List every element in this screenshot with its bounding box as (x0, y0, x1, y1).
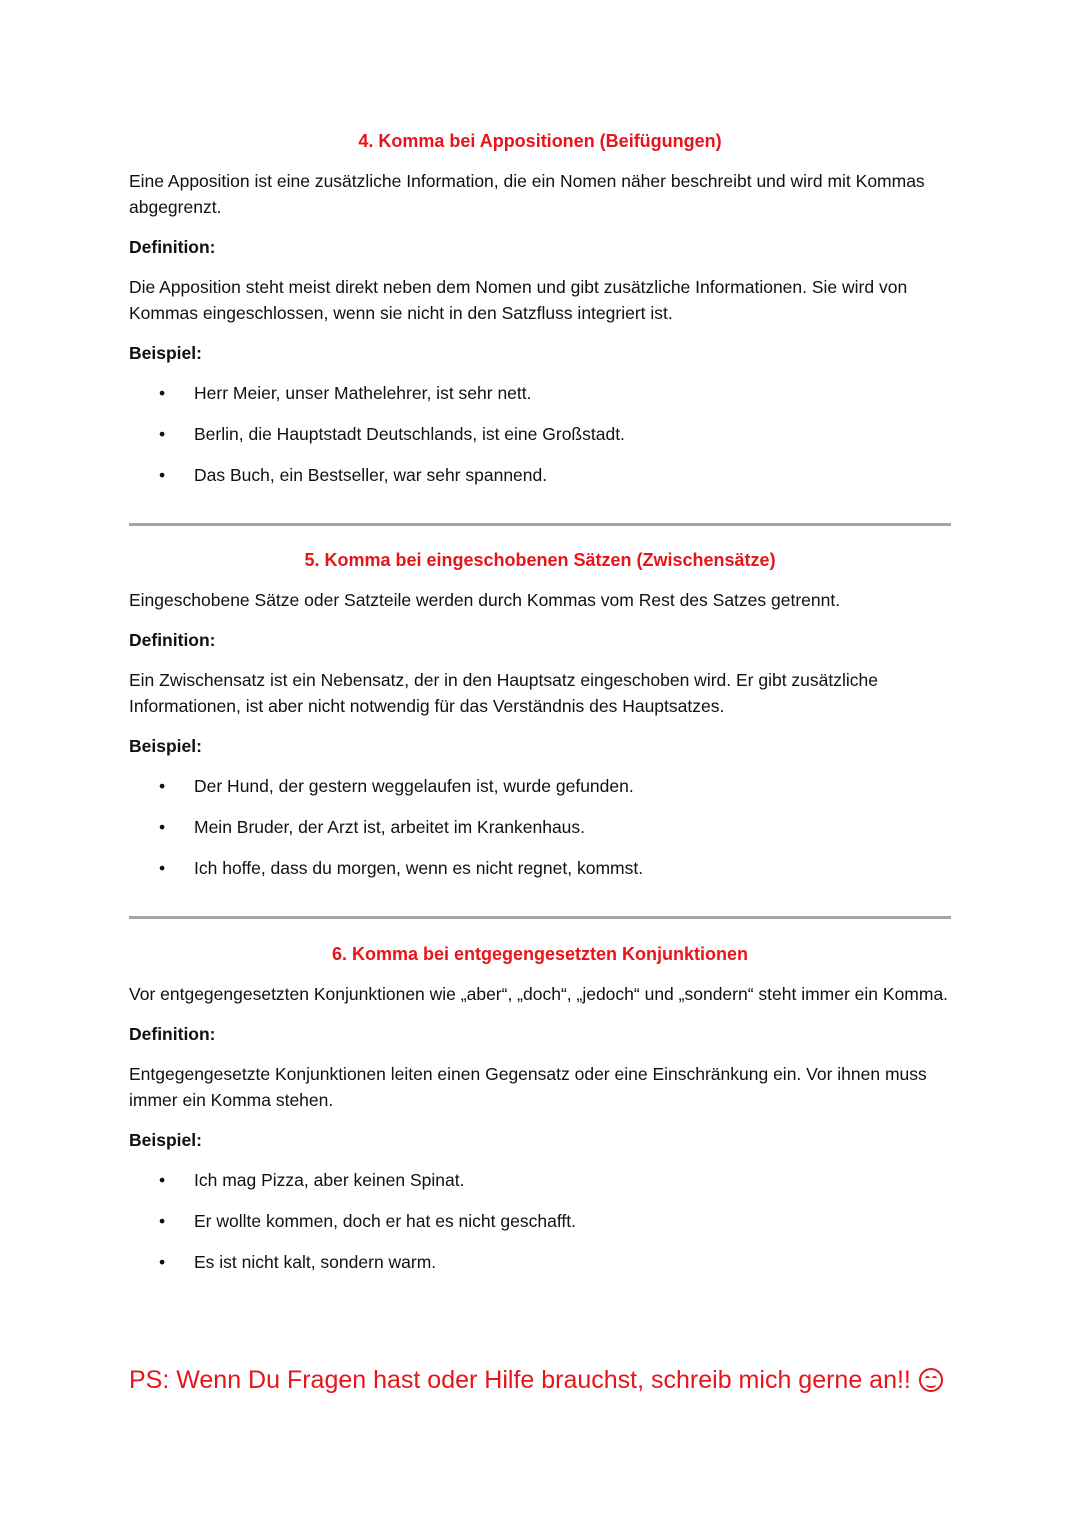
example-text: Ich hoffe, dass du morgen, wenn es nicht regnet, kommst. (194, 858, 644, 878)
bullet-icon: • (159, 383, 166, 403)
list-item (129, 773, 951, 799)
section-heading: 4. Komma bei Appositionen (Beifügungen) (358, 131, 722, 151)
list-item (129, 462, 951, 488)
bullet-icon: • (159, 465, 166, 485)
list-item (129, 380, 951, 406)
divider (129, 523, 951, 526)
section-intro: Eingeschobene Sätze oder Satzteile werden durch Kommas vom Rest des Satzes getrennt. (129, 590, 841, 610)
ps-note (129, 1363, 943, 1397)
bullet-icon: • (159, 1170, 166, 1190)
list-item (129, 1167, 951, 1193)
definition-label: Definition: (129, 1024, 216, 1044)
example-text: Das Buch, ein Bestseller, war sehr spannend. (194, 465, 548, 485)
definition-text: Ein Zwischensatz ist ein Nebensatz, der in den Hauptsatz eingeschoben wird. Er gibt zusätzliche Informationen, ist aber nicht notwendig für das Verständnis des Hauptsatzes. (129, 670, 879, 716)
example-list (129, 380, 951, 488)
list-item (129, 855, 951, 881)
bullet-icon: • (159, 817, 166, 837)
example-text: Ich mag Pizza, aber keinen Spinat. (194, 1170, 465, 1190)
example-list (129, 773, 951, 881)
definition-label: Definition: (129, 237, 216, 257)
example-label: Beispiel: (129, 343, 202, 363)
example-label: Beispiel: (129, 1130, 202, 1150)
section-heading: 6. Komma bei entgegengesetzten Konjunktionen (331, 944, 749, 964)
example-label: Beispiel: (129, 736, 202, 756)
list-item (129, 814, 951, 840)
section-konjunktionen (129, 941, 951, 1290)
section-zwischensaetze (129, 547, 951, 896)
example-text: Herr Meier, unser Mathelehrer, ist sehr nett. (194, 383, 532, 403)
definition-text: Entgegengesetzte Konjunktionen leiten einen Gegensatz oder eine Einschränkung ein. Vor ihnen muss immer ein Komma stehen. (129, 1064, 927, 1110)
example-text: Der Hund, der gestern weggelaufen ist, wurde gefunden. (194, 776, 634, 796)
bullet-icon: • (159, 1211, 166, 1231)
definition-label: Definition: (129, 630, 216, 650)
list-item (129, 1249, 951, 1275)
section-intro: Eine Apposition ist eine zusätzliche Information, die ein Nomen näher beschreibt und wird mit Kommas abgegrenzt. (129, 171, 925, 217)
section-heading: 5. Komma bei eingeschobenen Sätzen (Zwischensätze) (304, 550, 776, 570)
list-item (129, 421, 951, 447)
example-text: Es ist nicht kalt, sondern warm. (194, 1252, 437, 1272)
section-appositionen (129, 128, 951, 503)
bullet-icon: • (159, 776, 166, 796)
section-intro: Vor entgegengesetzten Konjunktionen wie „aber“, „doch“, „jedoch“ und „sondern“ steht immer ein Komma. (129, 984, 949, 1004)
ps-text: PS: Wenn Du Fragen hast oder Hilfe brauchst, schreib mich gerne an!! (129, 1366, 911, 1394)
definition-text: Die Apposition steht meist direkt neben dem Nomen und gibt zusätzliche Informationen. Sie wird von Kommas eingeschlossen, wenn sie nicht in den Satzfluss integriert ist. (129, 277, 908, 323)
example-text: Mein Bruder, der Arzt ist, arbeitet im Krankenhaus. (194, 817, 586, 837)
example-list (129, 1167, 951, 1275)
bullet-icon: • (159, 424, 166, 444)
divider (129, 916, 951, 919)
example-text: Er wollte kommen, doch er hat es nicht geschafft. (194, 1211, 576, 1231)
example-text: Berlin, die Hauptstadt Deutschlands, ist eine Großstadt. (194, 424, 625, 444)
bullet-icon: • (159, 1252, 166, 1272)
smiley-icon (919, 1368, 943, 1392)
list-item (129, 1208, 951, 1234)
bullet-icon: • (159, 858, 166, 878)
